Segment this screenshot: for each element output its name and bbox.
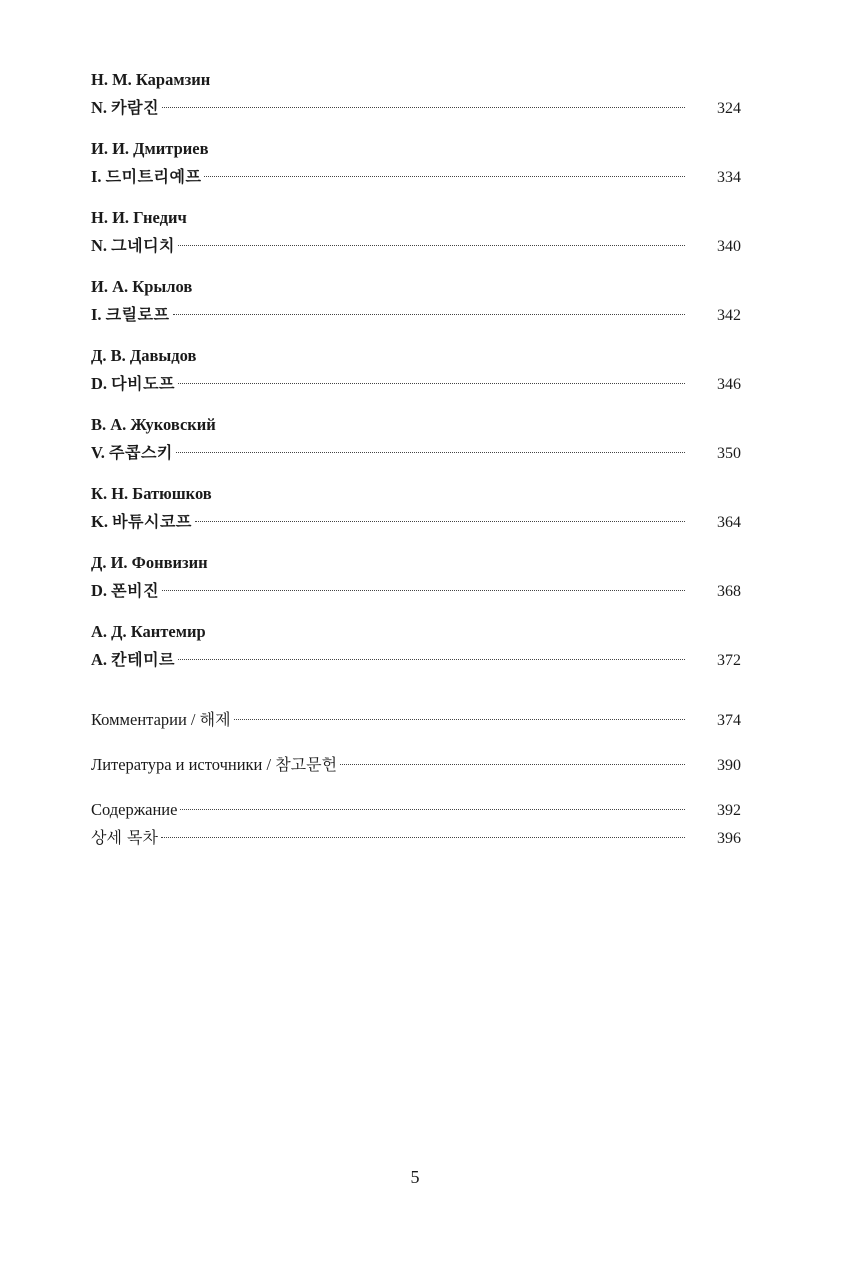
dot-leader [180,809,685,810]
entry-page-number: 374 [717,712,741,729]
entry-initial: V. [91,443,105,462]
entry-russian-name: А. Д. Кантемир [91,622,206,641]
entry-russian-name: В. А. Жуковский [91,415,216,434]
toc-entries [91,66,741,852]
toc-entry-dmitriev [91,135,741,191]
dot-leader [178,383,685,384]
entry-initial: A. [91,650,108,669]
literature-korean-label: 참고문헌 [275,755,338,774]
toc-entry-karamzin [91,66,741,122]
entry-korean-name: 크릴로프 [105,305,170,324]
entry-page-number: 392 [717,802,741,819]
dot-leader [234,719,685,720]
entry-page-number: 346 [717,376,741,393]
entry-korean-name: 그네디치 [111,236,175,255]
dot-leader [162,107,685,108]
toc-entry-comments [91,706,741,734]
entry-korean-name: 드미트리예프 [105,167,202,186]
dot-leader [176,452,685,453]
entry-russian-name: Д. И. Фонвизин [91,553,208,572]
contents-label: Содержание [91,800,178,819]
entry-initial: D. [91,374,108,393]
entry-page-number: 364 [717,514,741,531]
entry-page-number: 342 [717,307,741,324]
detailed-contents-label: 상세 목차 [91,828,158,847]
toc-entry-literature [91,751,741,779]
entry-page-number: 368 [717,583,741,600]
dot-leader [173,314,686,315]
toc-entry-contents [91,796,741,824]
entry-page-number: 390 [717,757,741,774]
entry-korean-name: 폰비진 [111,581,160,600]
dot-leader [178,659,685,660]
entry-initial: N. [91,98,108,117]
entry-korean-name: 다비도프 [111,374,175,393]
page-number-folio: 5 [410,1167,420,1187]
comments-label: Комментарии / [91,710,200,729]
entry-russian-name: И. А. Крылов [91,277,193,296]
entry-korean-row [91,163,741,191]
entry-russian-name: И. И. Дмитриев [91,139,209,158]
entry-korean-row [91,577,741,605]
entry-korean-row [91,301,741,329]
entry-russian-name: К. Н. Батюшков [91,484,212,503]
entry-russian-name: Н. М. Карамзин [91,70,211,89]
entry-korean-name: 주콥스키 [109,443,173,462]
entry-initial: I. [91,167,102,186]
entry-russian-name: Н. И. Гнедич [91,208,187,227]
entry-korean-row [91,439,741,467]
entry-page-number: 396 [717,830,741,847]
toc-entry-zhukovsky [91,411,741,467]
entry-page-number: 340 [717,238,741,255]
toc-entry-krylov [91,273,741,329]
entry-page-number: 372 [717,652,741,669]
entry-page-number: 324 [717,100,741,117]
entry-korean-row [91,94,741,122]
toc-entry-davydov [91,342,741,398]
entry-initial: I. [91,305,102,324]
entry-korean-name: 카람진 [111,98,160,117]
entry-initial: K. [91,512,108,531]
entry-korean-row [91,508,741,536]
toc-entry-batyushkov [91,480,741,536]
dot-leader [195,521,685,522]
entry-initial: D. [91,581,108,600]
dot-leader [162,590,685,591]
dot-leader [204,176,685,177]
toc-entry-fonvizin [91,549,741,605]
entry-korean-name: 바튜시코프 [112,512,192,531]
entry-korean-row [91,370,741,398]
toc-entry-kantemir [91,618,741,674]
entry-initial: N. [91,236,108,255]
entry-page-number: 334 [717,169,741,186]
dot-leader [178,245,685,246]
toc-entry-gnedich [91,204,741,260]
literature-label: Литература и источники / [91,755,276,774]
entry-korean-row [91,646,741,674]
entry-russian-name: Д. В. Давыдов [91,346,197,365]
entry-korean-name: 칸테미르 [111,650,175,669]
dot-leader [161,837,685,838]
dot-leader [340,764,685,765]
comments-korean-label: 해제 [199,710,231,729]
entry-korean-row [91,232,741,260]
toc-entry-detailed-contents [91,824,741,852]
entry-page-number: 350 [717,445,741,462]
